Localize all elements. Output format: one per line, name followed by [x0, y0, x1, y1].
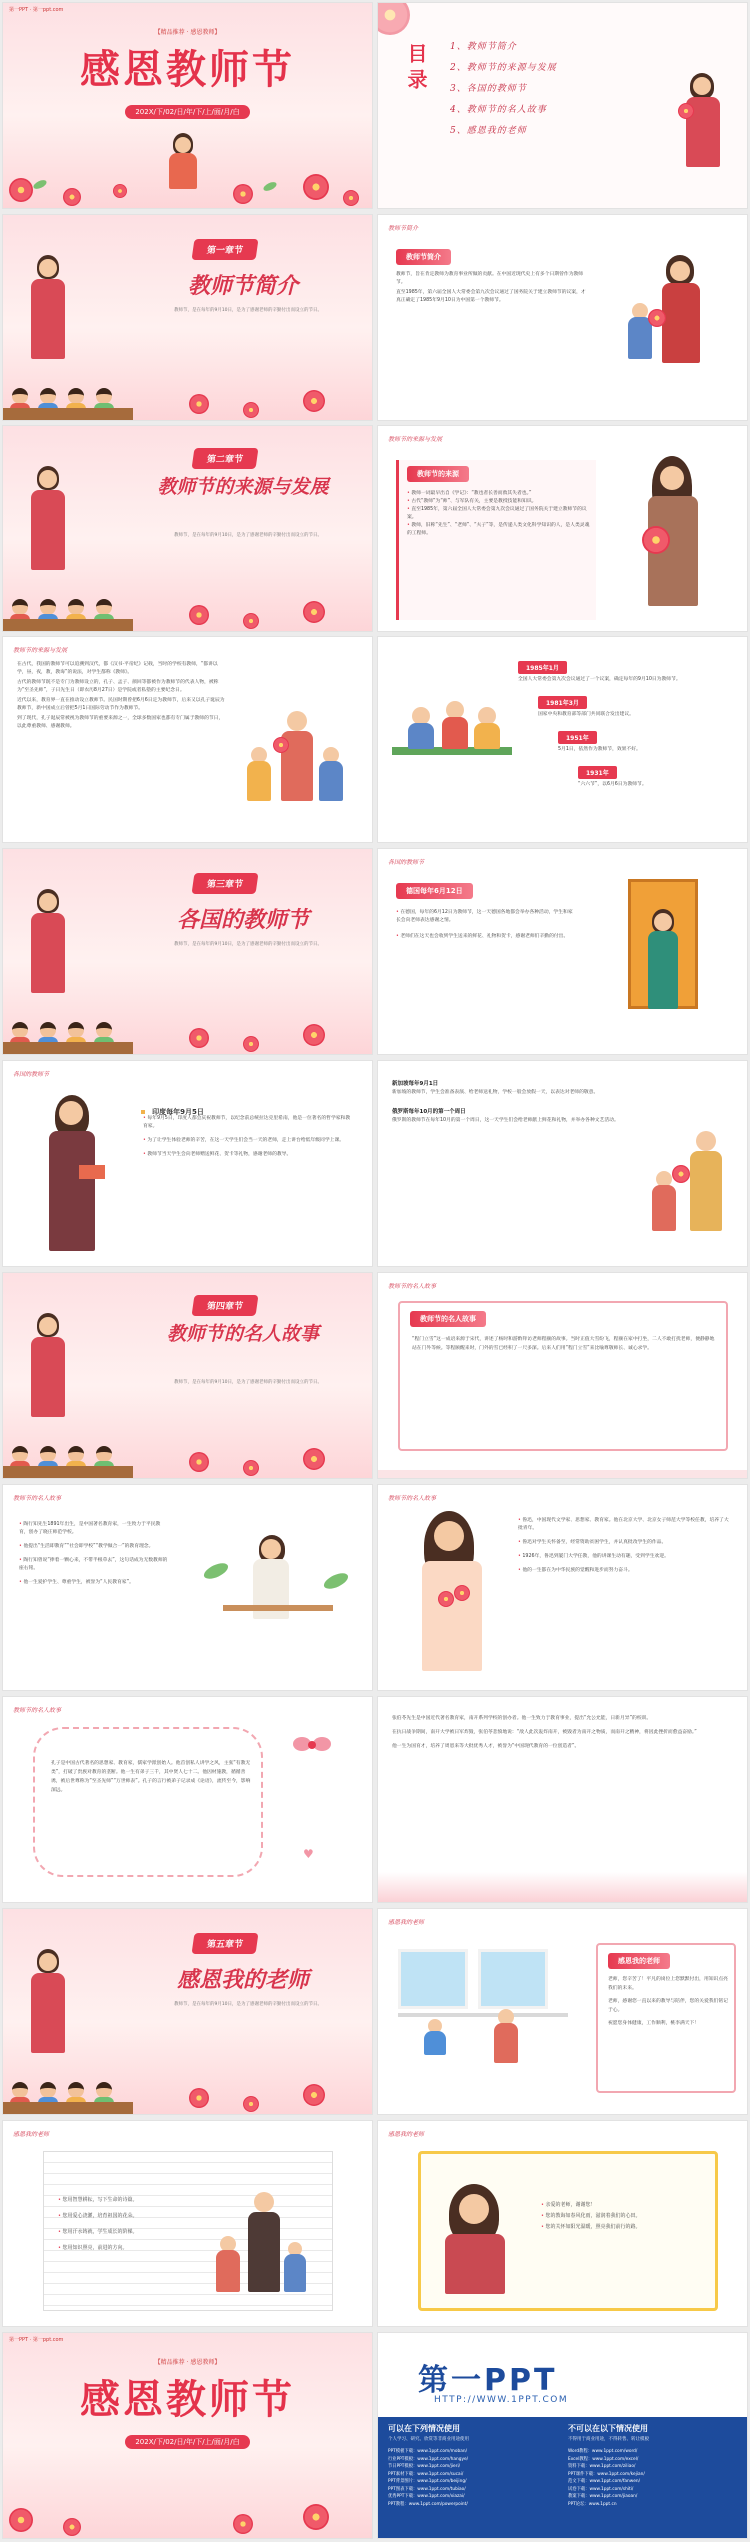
- thanks-card: [596, 1943, 736, 2093]
- list-item: • 鲁迅对学生关怀备至，经常资助贫困学生，并认真批改学生的作品。: [518, 1539, 733, 1547]
- flower-border: [183, 376, 372, 420]
- flower-border: [183, 1010, 372, 1054]
- teacher-figure: [23, 1949, 73, 2059]
- flower-border: [3, 2494, 372, 2538]
- teacher-students: [214, 2192, 314, 2302]
- slide-ad[interactable]: [377, 2332, 748, 2539]
- timeline-entry: [518, 760, 738, 789]
- ad-link[interactable]: Excel教程：www.1ppt.com/excel/: [568, 2456, 639, 2462]
- chapter-badge: 第一章节: [192, 239, 259, 260]
- slide-origin[interactable]: [377, 425, 748, 632]
- chapter-subtitle: 教师节，是在每年的9月10日，是为了感谢老师的辛勤付出而设立的节日。: [173, 533, 323, 538]
- section-pill: 教师节的名人故事: [410, 1311, 486, 1327]
- slide-chapter-5[interactable]: [2, 1908, 373, 2115]
- chapter-title: 教师节的名人故事: [166, 1323, 319, 1345]
- section-pill: 教师节简介: [396, 249, 451, 265]
- paragraph: 他一生为国育才，培养了周恩来等大批优秀人才，被誉为“中国现代教育的一位创造者”。: [392, 1744, 580, 1749]
- ad-col-text: 不得用于商业用途，不得转售、转让模板: [568, 2437, 649, 2442]
- heart-icon: ♥: [303, 1847, 314, 1861]
- year-tag: 1981年3月: [538, 696, 587, 709]
- students-row: [3, 1006, 133, 1054]
- paragraph: 到了现代，孔子诞辰常被视为教师节的重要来源之一，全球多数国家也都有专门属于教师的节日，以此尊重教师、感谢教师。: [17, 716, 224, 729]
- teacher-at-desk: [203, 1525, 353, 1665]
- country-title: 新加坡每年9月1日: [392, 1081, 439, 1087]
- ppt-url[interactable]: HTTP://WWW.1PPT.COM: [434, 2395, 569, 2405]
- toc-list: [450, 39, 557, 144]
- students-row: [3, 2066, 133, 2114]
- list-item: • 亲爱的老师，谢谢您！: [541, 2200, 701, 2211]
- door-teacher: [598, 879, 738, 1039]
- slide-heading: 教师节的名人故事: [13, 1495, 62, 1502]
- chapter-badge: 第五章节: [192, 1933, 259, 1954]
- teacher-figure: [23, 889, 73, 999]
- slide-heading: 教师节的名人故事: [388, 1495, 437, 1502]
- chapter-title: 感恩我的老师: [176, 1967, 309, 1993]
- teacher-with-flowers: [678, 73, 728, 173]
- section-title: 印度每年9月5日: [152, 1108, 204, 1116]
- ad-link[interactable]: 教案下载：www.1ppt.com/jiaoan/: [568, 2494, 638, 2499]
- slide-cover[interactable]: [2, 2, 373, 209]
- intro-text: [396, 271, 586, 307]
- famous-b-list: [518, 1517, 733, 1575]
- origin-card: [396, 460, 596, 620]
- entry-text: 全国人大常委会第九次会议通过了一个议案，确定每年的9月10日为教师节。: [518, 677, 681, 682]
- list-item: • 为了让学生体验老师的辛苦，在这一天学生们会当一天的老师，走上讲台给低年级同学上课。: [143, 1137, 353, 1145]
- ad-link[interactable]: PPT图表下载：www.1ppt.com/tubiao/: [388, 2486, 466, 2492]
- chapter-subtitle: 教师节，是在每年的9月10日，是为了感谢老师的辛勤付出而设立的节日。: [173, 308, 323, 313]
- chapter-badge: 第四章节: [192, 1295, 259, 1316]
- slide-famous-a[interactable]: [2, 1484, 373, 1691]
- list-item: • 教师，旧称“先生”、“老师”、“夫子”等，是传递人类文化科学知识的人，是人类灵魂的工程师。: [407, 522, 592, 538]
- world-list: [392, 1079, 632, 1125]
- ad-col-title: 可以在下列情况使用: [388, 2424, 460, 2433]
- notebook-paper: [43, 2151, 333, 2311]
- paragraph: 近代以来，教育界一直在推动设立教师节。民国时期曾把6月6日定为教师节，后来又以孔子诞辰为教师节，新中国成立后曾把5月1日国际劳动节作为教师节。: [17, 698, 225, 711]
- paragraph: 老师，感谢您一直以来的教导与陪伴，您的关爱我们铭记于心。: [608, 1999, 728, 2013]
- section-pill: 德国每年6月12日: [396, 883, 473, 899]
- list-item: • 每年9月5日，印度人都会庆祝教师节，以纪念前总统拉达克里希南，他是一位著名的哲学家和教育家。: [143, 1115, 353, 1131]
- toc-item[interactable]: 4、教师节的名人故事: [450, 105, 547, 115]
- paragraph: 张伯苓先生是中国近代著名教育家，南开系列学校的创办者。他一生致力于教育事业，提出“允公允能，日新月异”的校训。: [392, 1716, 652, 1721]
- students-row: [3, 583, 133, 631]
- timeline-entry: [518, 690, 738, 719]
- ad-link[interactable]: PPT课件下载：www.1ppt.com/kejian/: [568, 2471, 645, 2477]
- ad-band: [378, 2417, 747, 2538]
- flower-border: [183, 1434, 372, 1478]
- cover-date-pill: 202X/下/02/日/年/下/上/面/月/白: [125, 105, 249, 119]
- year-tag: 1985年1月: [518, 661, 567, 674]
- list-item: • 您用汗水铸就，学生成长的阶梯。: [58, 2224, 178, 2240]
- list-item: • 他的一生都在为中华民族的觉醒和进步而努力奋斗。: [518, 1567, 733, 1575]
- slide-thanks-c[interactable]: [377, 2120, 748, 2327]
- entry-text: 5月1日，依然作为教师节，效果不好。: [558, 747, 641, 752]
- classroom-illustration: [392, 677, 512, 797]
- germany-list: [396, 909, 576, 941]
- country-text: 新加坡的教师节，学生会准备表演、给老师送礼物，学校一般会放假一天，以表达对老师的敬意。: [392, 1090, 599, 1095]
- ad-column-allowed: [388, 2423, 558, 2508]
- ad-col-title: 不可以在以下情况使用: [568, 2424, 648, 2433]
- teacher-child-flowers: [618, 255, 718, 395]
- history-text: [17, 661, 227, 733]
- toc-item[interactable]: 2、教师节的来源与发展: [450, 63, 557, 73]
- chapter-badge: 第二章节: [192, 448, 259, 469]
- ad-column-forbidden: [568, 2423, 738, 2508]
- country-entry: [392, 1079, 632, 1097]
- slide-heading: 各国的教师节: [388, 859, 425, 866]
- story-text: “程门立雪”这一成语来源于宋代，讲述了杨时和游酢拜访老师程颐的故事。当时正值大雪纷飞，程颐在家中打坐，二人不敢打扰老师，便静静地站在门外等候。等程颐醒来时，门外的雪已经积了一尺多深。后来人们用“程门立雪”来比喻尊敬师长、诚心求学。: [412, 1337, 715, 1351]
- toc-item[interactable]: 1、教师节简介: [450, 42, 517, 52]
- ad-link[interactable]: 节日PPT模板：www.1ppt.com/jieri/: [388, 2464, 461, 2469]
- teacher-figure: [23, 1313, 73, 1423]
- paragraph: 在古代，我国的教师节可以追溯到汉代，都《汉书·平帝纪》记载，当时的学校有教师，“都讲以学，昼，夜，教，教诲”的说法，对学生都称《教师》。: [17, 662, 218, 675]
- slide-famous-intro[interactable]: [377, 1272, 748, 1479]
- brand-logo: 第一PPT · 第一ppt.com: [9, 7, 64, 13]
- flower-border: [3, 164, 372, 208]
- list-item: • 他提出“生活即教育”“社会即学校”“教学做合一”的教育理念。: [19, 1543, 169, 1551]
- yellow-frame: [418, 2151, 718, 2311]
- paragraph: 古代的教师节既不是专门为教师设立的，孔子、孟子、颜回等都被作为教师节的代表人物，被称为“至圣先师”，子曰先生日（即农历8月27日）是学院或者私塾的主要纪念日。: [17, 680, 219, 693]
- family-illustration: [243, 707, 353, 817]
- paragraph: 在抗日战争期间，南开大学被日军炸毁，张伯苓悲愤地说：“敌人此次轰炸南开，被毁者为南开之物质，而南开之精神，将因此挫折而愈益奋励。”: [392, 1730, 697, 1735]
- slide-letter[interactable]: [2, 1696, 373, 1903]
- slide-heading: 感恩我的老师: [13, 2131, 50, 2138]
- cover-tag: 【精品推荐 · 感恩教师】: [154, 29, 221, 36]
- teacher-with-books: [33, 1095, 113, 1255]
- footer-strip: [378, 1872, 747, 1902]
- year-tag: 1951年: [558, 731, 597, 744]
- chapter-badge: 第三章节: [192, 873, 259, 894]
- list-item: • 教师节当天学生会向老师赠送鲜花、贺卡等礼物，感谢老师的教导。: [143, 1151, 353, 1159]
- ad-link[interactable]: PPT论坛：www.1ppt.cn: [568, 2501, 617, 2507]
- chapter-title: 教师节的来源与发展: [157, 476, 329, 498]
- ad-link[interactable]: 资料下载：www.1ppt.com/ziliao/: [568, 2464, 636, 2469]
- ad-link[interactable]: Word教程：www.1ppt.com/word/: [568, 2449, 638, 2454]
- chapter-subtitle: 教师节，是在每年的9月10日，是为了感谢老师的辛勤付出而设立的节日。: [173, 1380, 323, 1385]
- timeline-entry: [518, 725, 738, 754]
- paragraph: 祝愿您身体健康，工作顺利，桃李满天下！: [608, 2021, 700, 2026]
- thanks-c-list: [541, 2200, 701, 2233]
- ad-link[interactable]: PPT素材下载：www.1ppt.com/sucai/: [388, 2471, 464, 2477]
- ad-link[interactable]: 试卷下载：www.1ppt.com/shiti/: [568, 2486, 634, 2492]
- india-list: [143, 1115, 353, 1159]
- teacher-child: [646, 1131, 736, 1241]
- list-item: • 您用爱心浇灌，培育祖国的花朵。: [58, 2208, 178, 2224]
- students-row: [3, 1430, 133, 1478]
- flower-border: [183, 2070, 372, 2114]
- slide-chapter-3[interactable]: [2, 848, 373, 1055]
- slide-heading: 教师节的名人故事: [388, 1283, 437, 1290]
- thanks-text: [608, 1975, 728, 2030]
- ad-links: [388, 2448, 558, 2508]
- classroom-scene: [398, 1949, 578, 2069]
- country-text: 俄罗斯的教师节在每年10月的第一个周日，这一天学生们会给老师献上鲜花和礼物，并举办各种文艺活动。: [392, 1118, 619, 1123]
- slide-heading: 教师节的来源与发展: [388, 436, 443, 443]
- slide-heading: 教师节简介: [388, 225, 419, 232]
- teacher-bouquet: [628, 456, 718, 616]
- slide-intro[interactable]: [377, 214, 748, 421]
- year-tag: 1931年: [578, 766, 617, 779]
- paragraph: 直至1985年，第六届全国人大常委会第九次会议通过了国务院关于建立教师节的议案，才真正确定了1985年9月10日为中国第一个教师节。: [396, 290, 586, 303]
- entry-text: 国家中央和教育部等部门共同联合发出建议。: [538, 712, 634, 717]
- timeline-entry: [518, 655, 738, 684]
- letter-frame: [33, 1727, 263, 1877]
- slide-world-2[interactable]: [377, 1060, 748, 1267]
- slide-heading: 感恩我的老师: [388, 2131, 425, 2138]
- slide-thanks-a[interactable]: [377, 1908, 748, 2115]
- slide-heading: 教师节的名人故事: [13, 1707, 62, 1714]
- list-item: • 鲁迅，中国现代文学家、思想家、教育家。他在北京大学、北京女子师范大学等校任教，培养了大批青年。: [518, 1517, 733, 1533]
- famous-a-list: [19, 1521, 169, 1587]
- origin-list: [407, 490, 592, 538]
- brand-logo: 第一PPT · 第一ppt.com: [9, 2337, 64, 2343]
- toc-item[interactable]: 5、感恩我的老师: [450, 126, 527, 136]
- slide-germany[interactable]: [377, 848, 748, 1055]
- teacher-portrait: [435, 2184, 515, 2294]
- slide-heading: 感恩我的老师: [388, 1919, 425, 1926]
- country-entry: [392, 1107, 632, 1125]
- ad-link[interactable]: PPT教程：www.1ppt.com/powerpoint/: [388, 2501, 468, 2507]
- ppt-brand-logo: 第一PPT: [418, 2363, 558, 2398]
- slide-timeline[interactable]: [377, 636, 748, 843]
- list-item: • 古代“教师”为“师”、与军队有关，主要是教授技能和知识。: [407, 498, 592, 506]
- slide-chapter-2[interactable]: [2, 425, 373, 632]
- story-frame: [398, 1301, 728, 1451]
- list-item: • 陶行知曾说“捧着一颗心来，不带半根草去”，这句话成为无数教师的座右铭。: [19, 1557, 169, 1573]
- ad-link[interactable]: 行业PPT模板：www.1ppt.com/hangye/: [388, 2456, 469, 2462]
- flower-border: [183, 587, 372, 631]
- list-item: • 陶行知先生1891年出生，是中国著名教育家，一生致力于平民教育，创办了晓庄师范学校。: [19, 1521, 169, 1537]
- list-item: • 1926年，鲁迅到厦门大学任教，他的讲课生动有趣，受到学生欢迎。: [518, 1553, 733, 1561]
- teacher-tulips: [402, 1511, 502, 1681]
- section-pill: 感恩我的老师: [608, 1953, 670, 1969]
- ad-link[interactable]: 优秀PPT下载：www.1ppt.com/xiazai/: [388, 2494, 465, 2499]
- bow-icon: [293, 1737, 333, 1757]
- slide-famous-c[interactable]: [377, 1696, 748, 1903]
- famous-c-text: [392, 1715, 732, 1753]
- slide-famous-b[interactable]: [377, 1484, 748, 1691]
- slide-thanks-b[interactable]: [2, 2120, 373, 2327]
- ad-link[interactable]: PPT背景图片：www.1ppt.com/beijing/: [388, 2479, 467, 2484]
- footer-strip: [378, 1470, 747, 1478]
- slide-end-cover[interactable]: [2, 2332, 373, 2539]
- cover-tag: 【精品推荐 · 感恩教师】: [154, 2359, 221, 2366]
- list-item: • 您的关怀如阳光温暖，照亮我们前行的路。: [541, 2222, 701, 2233]
- chapter-subtitle: 教师节，是在每年的9月10日，是为了感谢老师的辛勤付出而设立的节日。: [173, 2002, 323, 2007]
- country-title: 俄罗斯每年10月的第一个周日: [392, 1109, 466, 1115]
- ad-link[interactable]: 范文下载：www.1ppt.com/fanwen/: [568, 2479, 641, 2484]
- chapter-title: 各国的教师节: [176, 907, 309, 933]
- flower-corner: [377, 2, 410, 35]
- list-item: • 您用知识照亮，前进的方向。: [58, 2240, 178, 2256]
- thanks-b-list: [58, 2192, 178, 2256]
- list-item: • 直至1985年，第六届全国人大常委会第九次会议通过了国务院关于建立教师节的议案。: [407, 506, 592, 522]
- ad-col-text: 个人学习、研究、欣赏等非商业用途使用: [388, 2437, 469, 2442]
- students-row: [3, 372, 133, 420]
- list-item: • 您的教诲如春风化雨，滋润着我们的心田。: [541, 2211, 701, 2222]
- cover-date-pill: 202X/下/02/日/年/下/上/面/月/白: [125, 2435, 249, 2449]
- entry-text: “六六节”，以6月6日为教师节。: [578, 782, 647, 787]
- slide-heading: 各国的教师节: [13, 1071, 50, 1078]
- timeline: [518, 655, 738, 789]
- cover-title: 感恩教师节: [80, 46, 295, 93]
- paragraph: 教师节，旨在肯定教师为教育事业所做的贡献。在中国近现代史上有多个日期曾作为教师节。: [396, 272, 584, 285]
- chapter-title: 教师节简介: [187, 273, 298, 299]
- slide-india[interactable]: [2, 1060, 373, 1267]
- list-item: • 教师一词最早出自《学记》：“教也者长善而救其失者也。”: [407, 490, 592, 498]
- slide-toc[interactable]: [377, 2, 748, 209]
- chapter-subtitle: 教师节，是在每年的9月10日，是为了感谢老师的辛勤付出而设立的节日。: [173, 942, 323, 947]
- slide-heading: 教师节的来源与发展: [13, 647, 68, 654]
- list-item: • 老师们在这天也会收到学生送来的鲜花、礼物和贺卡，感谢老师们辛勤的付出。: [396, 933, 576, 941]
- ad-links: [568, 2448, 738, 2508]
- letter-text: 孔子是中国古代著名的思想家、教育家，儒家学派创始人。他首创私人讲学之风，主张“有教无类”，打破了贵族对教育的垄断。他一生有弟子三千，其中贤人七十二。他因材施教，循循善诱，被后世尊称为“至圣先师”“万世师表”。孔子的言行被弟子记录成《论语》，流传至今，影响深远。: [51, 1761, 251, 1793]
- list-item: • 他一生爱护学生、尊重学生，被誉为“人民教育家”。: [19, 1579, 169, 1587]
- slide-history[interactable]: [2, 636, 373, 843]
- teacher-figure: [23, 466, 73, 576]
- paragraph: 老师，您辛苦了！平凡的岗位上您默默付出，用知识点亮我们的未来。: [608, 1977, 728, 1991]
- toc-item[interactable]: 3、各国的教师节: [450, 84, 527, 94]
- cover-title: 感恩教师节: [80, 2376, 295, 2423]
- toc-heading: 目录: [404, 43, 428, 95]
- ad-link[interactable]: PPT模板下载：www.1ppt.com/moban/: [388, 2449, 468, 2454]
- list-item: • 在德国，每年的6月12日为教师节，这一天德国各地都会举办各种活动，学生和家长会向老师表达感谢之情。: [396, 909, 576, 925]
- teacher-figure: [23, 255, 73, 365]
- slide-chapter-1[interactable]: [2, 214, 373, 421]
- section-pill: 教师节的来源: [407, 466, 469, 482]
- slide-chapter-4[interactable]: [2, 1272, 373, 1479]
- list-item: • 您用智慧耕耘，写下生命的诗篇。: [58, 2192, 178, 2208]
